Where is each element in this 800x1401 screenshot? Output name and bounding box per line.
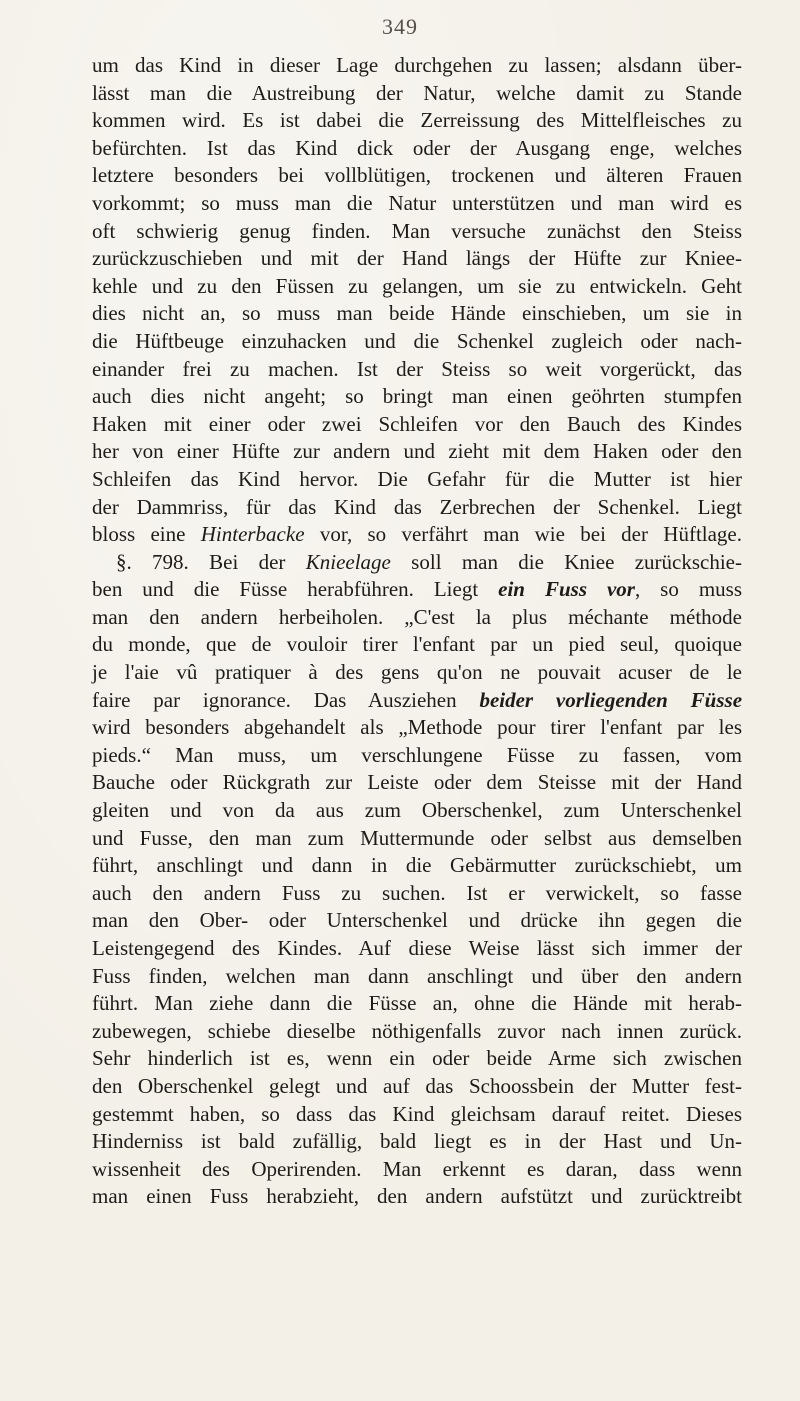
text-run: vorkommt; so muss man die Natur unterstützen und man wird es [92, 190, 742, 215]
text-run: §. 798. Bei der [116, 549, 306, 574]
text-run: und Fusse, den man zum Muttermunde oder selbst aus demselben [92, 825, 742, 850]
text-line [92, 383, 742, 411]
text-run: man einen Fuss herabzieht, den andern aufstützt und zurücktreibt [92, 1184, 742, 1209]
text-line [92, 466, 742, 494]
text-line [92, 135, 742, 163]
emphasized-text: beider vorliegenden Füsse [479, 687, 743, 712]
text-line [92, 963, 742, 991]
text-run: man den Ober- oder Unterschenkel und drücke ihn gegen die [92, 908, 742, 933]
text-line [92, 80, 742, 108]
emphasized-text: ein Fuss vor [498, 577, 635, 602]
text-run: Sehr hinderlich ist es, wenn ein oder beide Arme sich zwischen [92, 1046, 742, 1071]
emphasized-text: Hinterbacke [200, 522, 305, 547]
text-run: auch den andern Fuss zu suchen. Ist er verwickelt, so fasse [92, 880, 742, 905]
text-line [92, 880, 742, 908]
text-line [92, 990, 742, 1018]
text-run: die Hüftbeuge einzuhacken und die Schenkel zugleich oder nach- [92, 328, 742, 353]
text-run: kehle und zu den Füssen zu gelangen, um sie zu entwickeln. Geht [92, 273, 742, 298]
emphasized-text: Knieelage [305, 549, 391, 574]
text-line [92, 273, 742, 301]
text-line [92, 162, 742, 190]
text-run: dies nicht an, so muss man beide Hände einschieben, um sie in [92, 301, 742, 326]
text-run: der Dammriss, für das Kind das Zerbrechen der Schenkel. Liegt [92, 494, 742, 519]
text-line [92, 797, 742, 825]
text-run: her von einer Hüfte zur andern und zieht mit dem Haken oder den [92, 439, 742, 464]
text-line [92, 687, 742, 715]
text-line [92, 631, 742, 659]
text-run: faire par ignorance. Das Ausziehen [92, 687, 480, 712]
text-run: letztere besonders bei vollblütigen, trockenen und älteren Frauen [92, 163, 742, 188]
text-run: oft schwierig genug finden. Man versuche zunächst den Steiss [92, 218, 742, 243]
text-line [92, 659, 742, 687]
text-line [92, 576, 742, 604]
body-text [92, 52, 742, 1211]
text-line [92, 411, 742, 439]
text-run: soll man die Kniee zurückschie- [390, 549, 742, 574]
text-run: den Oberschenkel gelegt und auf das Schoossbein der Mutter fest- [92, 1073, 742, 1098]
text-line [92, 935, 742, 963]
text-run: vor, so verfährt man wie bei der Hüftlage. [304, 522, 743, 547]
text-line [92, 218, 742, 246]
text-run: zubewegen, schiebe dieselbe nöthigenfalls zuvor nach innen zurück. [92, 1018, 742, 1043]
text-run: Haken mit einer oder zwei Schleifen vor den Bauch des Kindes [92, 411, 742, 436]
text-line [92, 852, 742, 880]
text-line [92, 769, 742, 797]
text-run: du monde, que de vouloir tirer l'enfant par un pied seul, quoique [92, 632, 742, 657]
text-line [92, 300, 742, 328]
text-line [92, 438, 742, 466]
text-run: , so muss [634, 577, 742, 602]
text-line [92, 356, 742, 384]
text-line [92, 521, 742, 549]
text-run: führt. Man ziehe dann die Füsse an, ohne die Hände mit herab- [92, 991, 742, 1016]
text-line [92, 1045, 742, 1073]
text-run: bloss eine [92, 522, 201, 547]
text-run: zurückzuschieben und mit der Hand längs der Hüfte zur Kniee- [92, 246, 742, 271]
text-run: kommen wird. Es ist dabei die Zerreissung des Mittelfleisches zu [92, 108, 742, 133]
text-line [92, 190, 742, 218]
text-line [92, 1073, 742, 1101]
text-line [92, 1156, 742, 1184]
text-line [92, 494, 742, 522]
text-line [92, 549, 742, 577]
text-line [92, 825, 742, 853]
text-run: um das Kind in dieser Lage durchgehen zu lassen; alsdann über- [92, 53, 742, 77]
page-number: 349 [382, 14, 418, 39]
text-line [92, 604, 742, 632]
text-line [92, 1183, 742, 1211]
text-run: pieds.“ Man muss, um verschlungene Füsse zu fassen, vom [92, 742, 742, 767]
text-run: Hinderniss ist bald zufällig, bald liegt es in der Hast und Un- [92, 1129, 742, 1154]
text-run: ben und die Füsse herabführen. Liegt [92, 577, 499, 602]
text-run: auch dies nicht angeht; so bringt man einen geöhrten stumpfen [92, 384, 742, 409]
text-line [92, 742, 742, 770]
text-line [92, 907, 742, 935]
text-run: Schleifen das Kind hervor. Die Gefahr für die Mutter ist hier [92, 466, 742, 491]
text-run: lässt man die Austreibung der Natur, welche damit zu Stande [92, 80, 742, 105]
text-line [92, 1018, 742, 1046]
text-line [92, 328, 742, 356]
text-run: je l'aie vû pratiquer à des gens qu'on ne pouvait acuser de le [92, 660, 742, 685]
text-line [92, 107, 742, 135]
text-run: einander frei zu machen. Ist der Steiss so weit vorgerückt, das [92, 356, 742, 381]
text-run: Fuss finden, welchen man dann anschlingt und über den andern [92, 963, 742, 988]
text-run: man den andern herbeiholen. „C'est la plus méchante méthode [92, 604, 742, 629]
text-line [92, 52, 742, 80]
text-run: gestemmt haben, so dass das Kind gleichsam darauf reitet. Dieses [92, 1101, 742, 1126]
text-run: führt, anschlingt und dann in die Gebärmutter zurückschiebt, um [92, 853, 742, 878]
text-run: wird besonders abgehandelt als „Methode pour tirer l'enfant par les [92, 715, 742, 740]
text-line [92, 714, 742, 742]
text-line [92, 1101, 742, 1129]
text-run: befürchten. Ist das Kind dick oder der Ausgang enge, welches [92, 135, 742, 160]
text-run: wissenheit des Operirenden. Man erkennt es daran, dass wenn [92, 1156, 742, 1181]
text-line [92, 245, 742, 273]
text-run: Leistengegend des Kindes. Auf diese Weise lässt sich immer der [92, 936, 742, 960]
text-run: gleiten und von da aus zum Oberschenkel, zum Unterschenkel [92, 798, 742, 823]
text-run: Bauche oder Rückgrath zur Leiste oder dem Steisse mit der Hand [92, 770, 742, 795]
text-line [92, 1128, 742, 1156]
